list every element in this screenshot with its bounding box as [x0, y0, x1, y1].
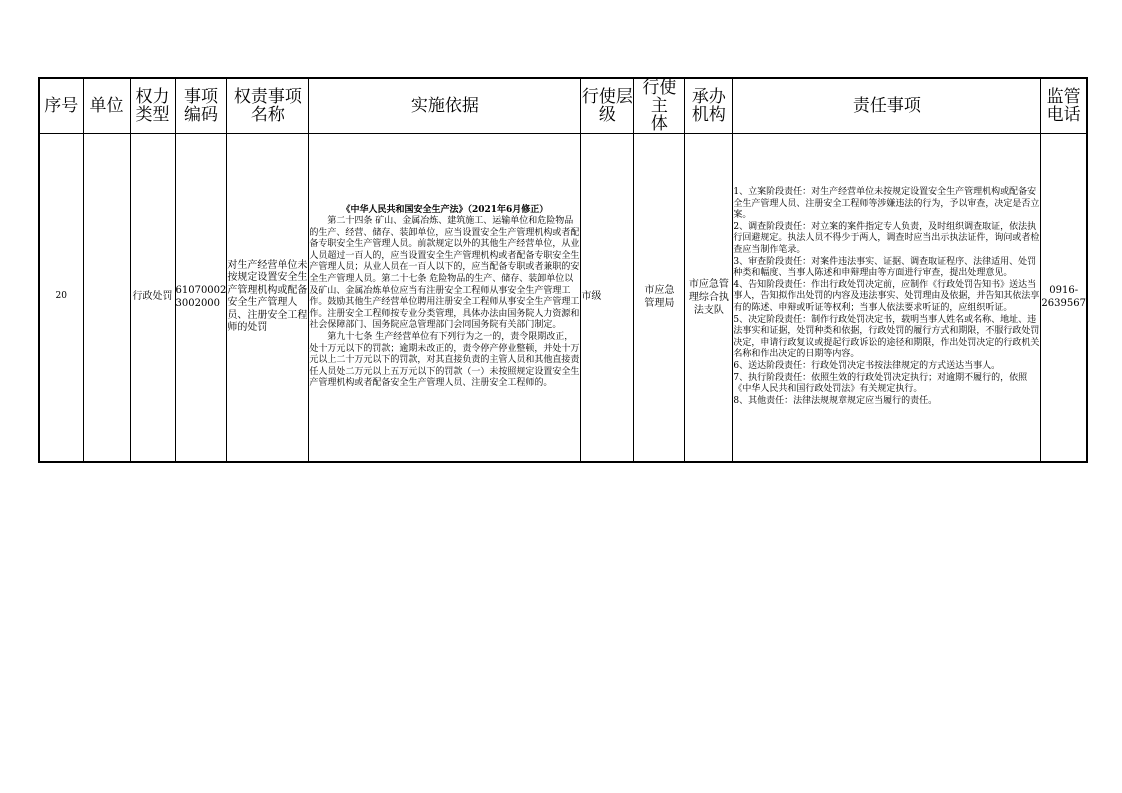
cell-phone: 0916- 2639567	[1041, 134, 1087, 462]
duty-item: 2、调查阶段责任：对立案的案件指定专人负责，及时组织调查取证，依法执行回避规定。执法人员不得少于两人，调查时应当出示执法证件，询问或者检查应当制作笔录。	[733, 221, 1040, 256]
duty-item: 5、决定阶段责任：制作行政处罚决定书，载明当事人姓名或名称、地址、违法事实和证据，处罚种类和依据，行政处罚的履行方式和期限，不服行政处罚决定，申请行政复议或提起行政诉讼的途径和期限，作出处罚决定的行政机关名称和作出决定的日期等内容。	[733, 314, 1040, 360]
header-item-code: 事项 编码	[175, 78, 227, 134]
cell-agency: 市应急管理综合执法支队	[685, 134, 733, 462]
cell-seq: 20	[39, 134, 83, 462]
cell-basis	[309, 134, 581, 462]
cell-subject: 市应急管理局	[634, 134, 685, 462]
basis-title: 《中华人民共和国安全生产法》（2021年6月修正）	[341, 204, 549, 215]
header-seq: 序号	[39, 78, 83, 134]
cell-power-type: 行政处罚	[130, 134, 175, 462]
cell-item-code: 61070002 3002000	[175, 134, 227, 462]
table-row	[39, 134, 1087, 462]
duty-item: 3、审查阶段责任：对案件违法事实、证据、调查取证程序、法律适用、处罚种类和幅度、当事人陈述和申辩理由等方面进行审查，提出处理意见。	[733, 256, 1037, 279]
header-power-type: 权力 类型	[130, 78, 175, 134]
duty-item: 7、执行阶段责任：依照生效的行政处罚决定执行；对逾期不履行的，依照《中华人民共和国行政处罚法》有关规定执行。	[733, 372, 1028, 395]
duty-item: 4、告知阶段责任：作出行政处罚决定前，应制作《行政处罚告知书》送达当事人，告知拟作出处罚的内容及违法事实、处罚理由及依据，并告知其依法享有的陈述、申辩或听证等权利；当事人依法要求听证的，应组织听证。	[733, 279, 1040, 314]
duty-item: 1、立案阶段责任：对生产经营单位未按规定设置安全生产管理机构或配备安全生产管理人员、注册安全工程师等涉嫌违法的行为，予以审查，决定是否立案。	[733, 187, 1040, 221]
header-unit: 单位	[83, 78, 130, 134]
header-phone: 监管 电话	[1041, 78, 1087, 134]
header-subject: 行使主 体	[634, 78, 685, 134]
basis-paragraph: 第九十七条 生产经营单位有下列行为之一的，责令限期改正，处十万元以下的罚款；逾期未改正的，责令停产停业整顿，并处十万元以上二十万元以下的罚款，对其直接负责的主管人员和其他直接责任人员处二万元以上五万元以下的罚款（一）未按照规定设置安全生产管理机构或者配备安全生产管理人员、注册安全工程师的。	[309, 332, 580, 389]
power-list-table	[38, 77, 1088, 463]
header-agency: 承办 机构	[685, 78, 733, 134]
header-level: 行使层 级	[581, 78, 634, 134]
duty-item: 6、送达阶段责任：行政处罚决定书按法律规定的方式送达当事人。	[733, 361, 1001, 372]
cell-item-name: 对生产经营单位未按规定设置安全生产管理机构或配备安全生产管理人员、注册安全工程师的处罚	[227, 134, 309, 462]
cell-level: 市级	[581, 134, 634, 462]
header-row	[39, 78, 1087, 134]
header-duties: 责任事项	[733, 78, 1041, 134]
header-basis: 实施依据	[309, 78, 581, 134]
cell-unit	[83, 134, 130, 462]
duty-item: 8、其他责任：法律法规规章规定应当履行的责任。	[733, 395, 938, 406]
header-item-name: 权责事项 名称	[227, 78, 309, 134]
cell-duties	[733, 134, 1041, 462]
basis-paragraph: 第二十四条 矿山、金属冶炼、建筑施工、运输单位和危险物品的生产、经营、储存、装卸单位，应当设置安全生产管理机构或者配备专职安全生产管理人员。前款规定以外的其他生产经营单位，从业人员超过一百人的，应当设置安全生产管理机构或者配备专职安全生产管理人员；从业人员在一百人以下的，应当配备专职或者兼职的安全生产管理人员。第二十七条 危险物品的生产、储存、装卸单位以及矿山、金属冶炼单位应当有注册安全工程师从事安全生产管理工作。鼓励其他生产经营单位聘用注册安全工程师从事安全生产管理工作。注册安全工程师按专业分类管理，具体办法由国务院人力资源和社会保障部门、国务院应急管理部门会同国务院有关部门制定。	[309, 216, 580, 331]
